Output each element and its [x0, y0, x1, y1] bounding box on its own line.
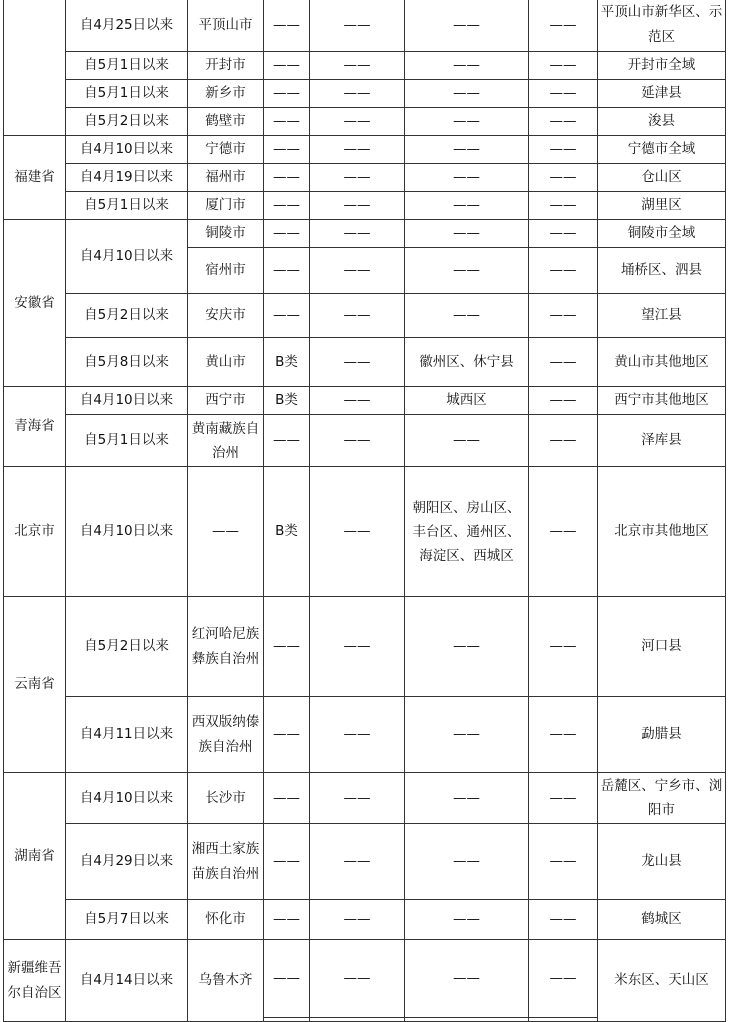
col6-cell: ——	[529, 697, 598, 773]
date-cell: 自5月7日以来	[66, 900, 188, 940]
col4-cell: ——	[310, 80, 405, 108]
col4-cell: ——	[310, 136, 405, 164]
col5-cell: ——	[405, 108, 529, 136]
col6-cell: ——	[529, 0, 598, 52]
col3-cell: ——	[264, 164, 310, 192]
col4-cell: ——	[310, 338, 405, 387]
col5-cell: ——	[405, 294, 529, 338]
city-cell: ——	[188, 467, 264, 597]
table-row	[4, 338, 726, 387]
city-cell: 铜陵市	[188, 220, 264, 248]
col3-cell: ——	[264, 824, 310, 900]
col5-cell: ——	[405, 136, 529, 164]
area-cell: 埇桥区、泗县	[598, 248, 726, 294]
table-row	[4, 294, 726, 338]
area-cell: 铜陵市全域	[598, 220, 726, 248]
col3-cell: ——	[264, 697, 310, 773]
table-row	[4, 387, 726, 415]
col5-cell: ——	[405, 597, 529, 697]
col5-cell: ——	[405, 220, 529, 248]
area-cell: 浚县	[598, 108, 726, 136]
col5-cell: ——	[405, 164, 529, 192]
col5-cell: ——	[405, 80, 529, 108]
col4-cell: ——	[310, 108, 405, 136]
col5-cell: ——	[405, 52, 529, 80]
date-cell: 自5月8日以来	[66, 338, 188, 387]
col5-cell: ——	[405, 940, 529, 1018]
city-cell: 西宁市	[188, 387, 264, 415]
col3-cell: ——	[264, 773, 310, 824]
col5-cell: 徽州区、休宁县	[405, 338, 529, 387]
col3-cell: ——	[264, 136, 310, 164]
province-cell	[4, 0, 66, 136]
date-cell: 自5月1日以来	[66, 192, 188, 220]
table-row	[4, 108, 726, 136]
date-cell: 自5月2日以来	[66, 294, 188, 338]
col4-cell: ——	[310, 220, 405, 248]
col3-cell: ——	[264, 294, 310, 338]
date-cell: 自4月10日以来	[66, 773, 188, 824]
col5-cell	[405, 1018, 529, 1022]
table-row	[4, 824, 726, 900]
col3-cell: ——	[264, 0, 310, 52]
table-row	[4, 192, 726, 220]
col5-cell: ——	[405, 415, 529, 467]
area-cell: 开封市全域	[598, 52, 726, 80]
col4-cell: ——	[310, 597, 405, 697]
area-cell: 延津县	[598, 80, 726, 108]
col5-cell: ——	[405, 697, 529, 773]
col3-cell: ——	[264, 248, 310, 294]
city-cell: 开封市	[188, 52, 264, 80]
city-cell: 宿州市	[188, 248, 264, 294]
col6-cell: ——	[529, 773, 598, 824]
city-cell: 红河哈尼族彝族自治州	[188, 597, 264, 697]
area-cell: 湖里区	[598, 192, 726, 220]
area-cell: 宁德市全域	[598, 136, 726, 164]
area-cell: 泽库县	[598, 415, 726, 467]
col3-cell: ——	[264, 597, 310, 697]
table-row	[4, 52, 726, 80]
col6-cell: ——	[529, 415, 598, 467]
col6-cell: ——	[529, 80, 598, 108]
col4-cell: ——	[310, 164, 405, 192]
col3-cell: B类	[264, 467, 310, 597]
col3-cell	[264, 1018, 310, 1022]
col3-cell: ——	[264, 80, 310, 108]
date-cell: 自4月10日以来	[66, 387, 188, 415]
col6-cell: ——	[529, 248, 598, 294]
col4-cell: ——	[310, 387, 405, 415]
city-cell: 宁德市	[188, 136, 264, 164]
date-cell: 自4月10日以来	[66, 220, 188, 294]
city-cell: 福州市	[188, 164, 264, 192]
city-cell: 西双版纳傣族自治州	[188, 697, 264, 773]
area-cell: 西宁市其他地区	[598, 387, 726, 415]
col6-cell: ——	[529, 900, 598, 940]
date-cell: 自4月25日以来	[66, 0, 188, 52]
col3-cell: B类	[264, 387, 310, 415]
col6-cell: ——	[529, 192, 598, 220]
table-row	[4, 597, 726, 697]
table-row	[4, 697, 726, 773]
date-cell: 自5月2日以来	[66, 597, 188, 697]
col3-cell: ——	[264, 192, 310, 220]
area-cell: 勐腊县	[598, 697, 726, 773]
col6-cell: ——	[529, 467, 598, 597]
col5-cell: ——	[405, 900, 529, 940]
col4-cell: ——	[310, 52, 405, 80]
city-cell: 湘西土家族苗族自治州	[188, 824, 264, 900]
city-cell: 黄山市	[188, 338, 264, 387]
col5-cell: ——	[405, 773, 529, 824]
col4-cell: ——	[310, 415, 405, 467]
date-cell: 自5月1日以来	[66, 52, 188, 80]
area-cell: 仓山区	[598, 164, 726, 192]
area-cell: 岳麓区、宁乡市、浏阳市	[598, 773, 726, 824]
table-row	[4, 220, 726, 248]
col3-cell: ——	[264, 415, 310, 467]
col6-cell: ——	[529, 220, 598, 248]
col5-cell: ——	[405, 248, 529, 294]
date-cell: 自4月19日以来	[66, 164, 188, 192]
col4-cell: ——	[310, 900, 405, 940]
area-cell: 河口县	[598, 597, 726, 697]
col4-cell: ——	[310, 467, 405, 597]
col6-cell: ——	[529, 824, 598, 900]
date-cell: 自5月2日以来	[66, 108, 188, 136]
city-cell: 鹤壁市	[188, 108, 264, 136]
table-row	[4, 773, 726, 824]
table-row	[4, 136, 726, 164]
col5-cell: 城西区	[405, 387, 529, 415]
col4-cell: ——	[310, 824, 405, 900]
col3-cell: B类	[264, 338, 310, 387]
city-cell: 黄南藏族自治州	[188, 415, 264, 467]
date-cell: 自4月14日以来	[66, 940, 188, 1022]
col4-cell: ——	[310, 697, 405, 773]
province-cell: 福建省	[4, 136, 66, 220]
table-row	[4, 164, 726, 192]
col6-cell: ——	[529, 338, 598, 387]
date-cell: 自4月10日以来	[66, 467, 188, 597]
province-cell: 安徽省	[4, 220, 66, 387]
table-row	[4, 80, 726, 108]
col4-cell: ——	[310, 940, 405, 1018]
date-cell: 自5月1日以来	[66, 80, 188, 108]
city-cell: 新乡市	[188, 80, 264, 108]
table-row	[4, 415, 726, 467]
col6-cell: ——	[529, 136, 598, 164]
date-cell: 自4月10日以来	[66, 136, 188, 164]
col6-cell: ——	[529, 940, 598, 1018]
col6-cell	[529, 1018, 598, 1022]
col6-cell: ——	[529, 164, 598, 192]
risk-area-table	[3, 0, 726, 1022]
city-cell: 乌鲁木齐	[188, 940, 264, 1022]
col6-cell: ——	[529, 294, 598, 338]
col3-cell: ——	[264, 108, 310, 136]
area-cell: 鹤城区	[598, 900, 726, 940]
col4-cell: ——	[310, 0, 405, 52]
col5-cell: 朝阳区、房山区、丰台区、通州区、海淀区、西城区	[405, 467, 529, 597]
col4-cell: ——	[310, 294, 405, 338]
city-cell: 平顶山市	[188, 0, 264, 52]
table-row	[4, 0, 726, 52]
table-row	[4, 940, 726, 1018]
province-cell: 青海省	[4, 387, 66, 467]
col6-cell: ——	[529, 52, 598, 80]
province-cell: 北京市	[4, 467, 66, 597]
col6-cell: ——	[529, 108, 598, 136]
province-cell: 新疆维吾尔自治区	[4, 940, 66, 1022]
province-cell: 湖南省	[4, 773, 66, 940]
date-cell: 自4月29日以来	[66, 824, 188, 900]
city-cell: 长沙市	[188, 773, 264, 824]
city-cell: 厦门市	[188, 192, 264, 220]
col4-cell: ——	[310, 773, 405, 824]
area-cell: 北京市其他地区	[598, 467, 726, 597]
col6-cell: ——	[529, 387, 598, 415]
area-cell: 黄山市其他地区	[598, 338, 726, 387]
col6-cell: ——	[529, 597, 598, 697]
date-cell: 自4月11日以来	[66, 697, 188, 773]
col5-cell: ——	[405, 0, 529, 52]
table-row	[4, 900, 726, 940]
area-cell: 米东区、天山区	[598, 940, 726, 1022]
col3-cell: ——	[264, 52, 310, 80]
area-cell: 望江县	[598, 294, 726, 338]
col5-cell: ——	[405, 824, 529, 900]
area-cell: 平顶山市新华区、示范区	[598, 0, 726, 52]
col4-cell	[310, 1018, 405, 1022]
col3-cell: ——	[264, 900, 310, 940]
city-cell: 怀化市	[188, 900, 264, 940]
col4-cell: ——	[310, 248, 405, 294]
area-cell: 龙山县	[598, 824, 726, 900]
city-cell: 安庆市	[188, 294, 264, 338]
col3-cell: ——	[264, 940, 310, 1018]
province-cell: 云南省	[4, 597, 66, 773]
col3-cell: ——	[264, 220, 310, 248]
col5-cell: ——	[405, 192, 529, 220]
table-row	[4, 467, 726, 597]
col4-cell: ——	[310, 192, 405, 220]
date-cell: 自5月1日以来	[66, 415, 188, 467]
